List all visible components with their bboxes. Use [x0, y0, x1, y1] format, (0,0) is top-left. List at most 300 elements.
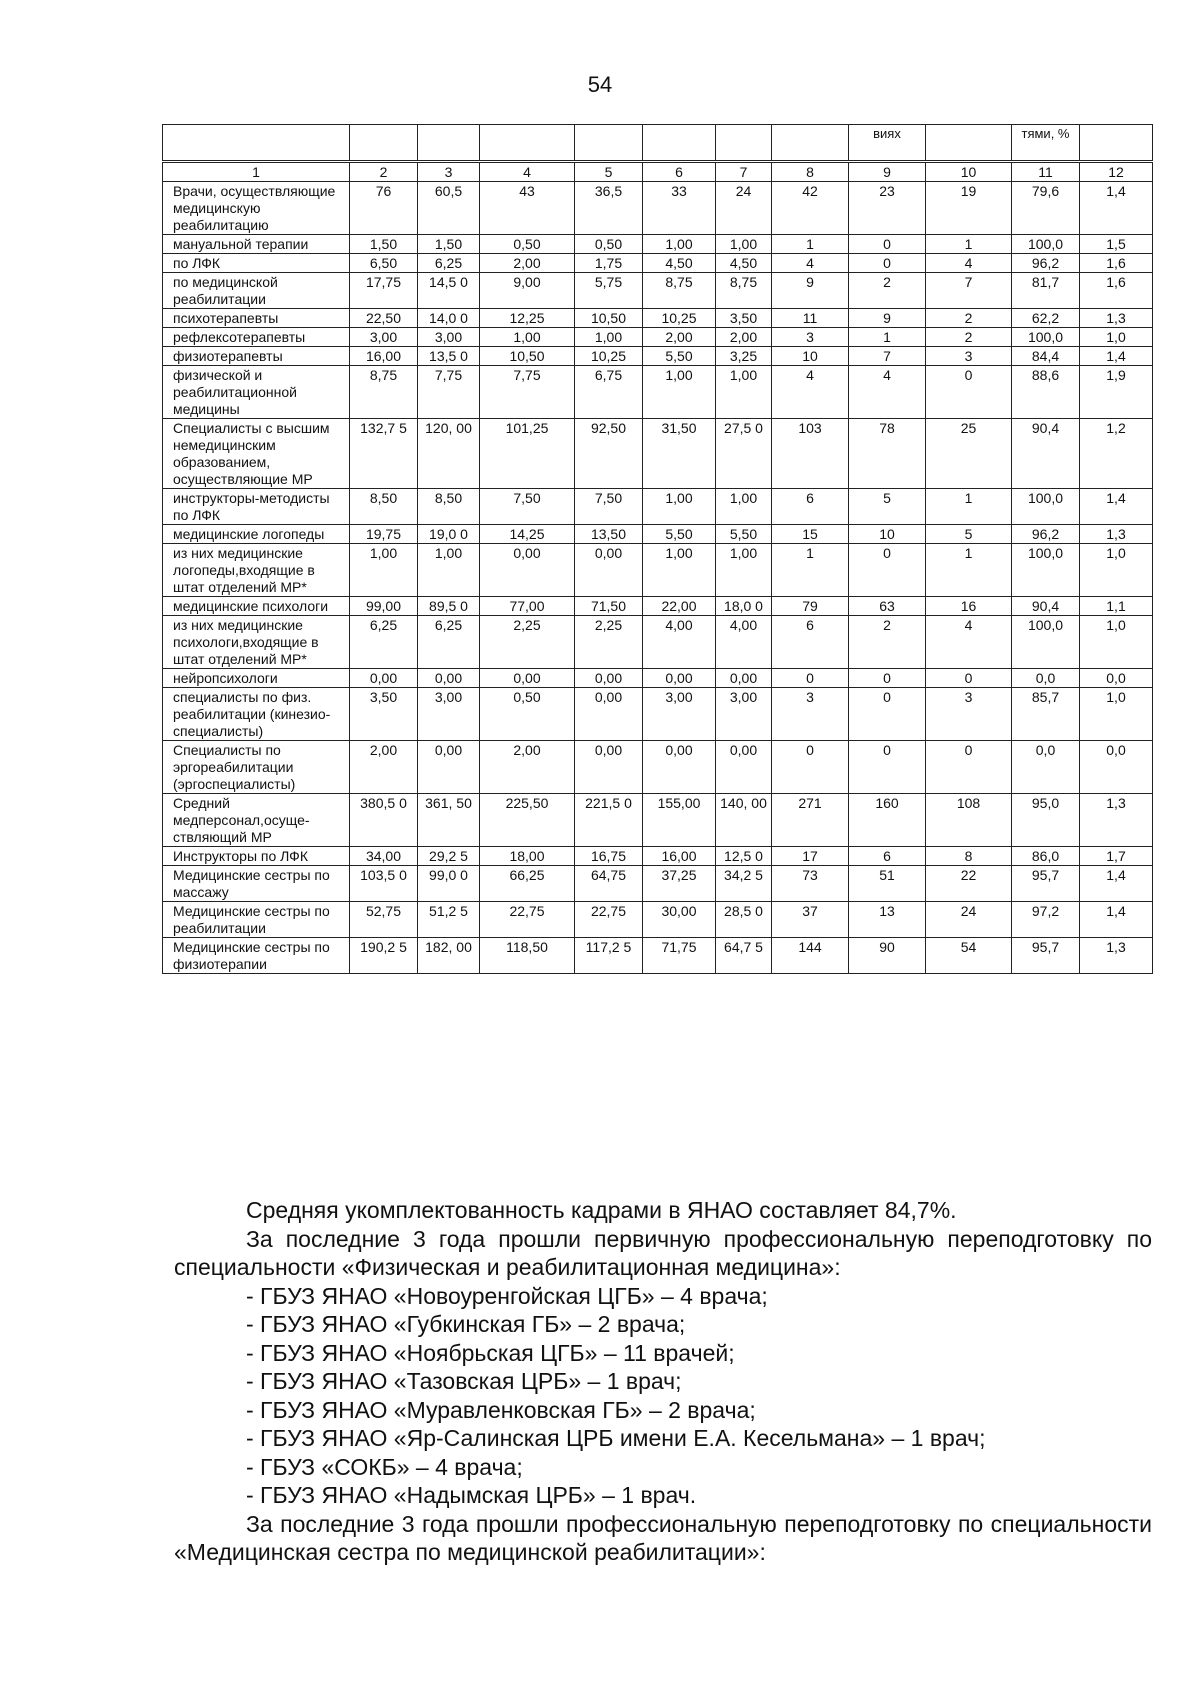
value-cell: 22 [926, 866, 1012, 902]
value-cell: 22,75 [575, 902, 643, 938]
value-cell: 1,4 [1080, 489, 1153, 525]
value-cell: 0,50 [480, 688, 575, 741]
paragraph-retraining-doctors: За последние 3 года прошли первичную профессиональную переподготовку по специальности «Физическая и реабилитационная медицина»: [174, 1225, 1152, 1280]
value-cell: 0,00 [643, 669, 716, 688]
value-cell: 92,50 [575, 419, 643, 489]
value-cell: 10,50 [575, 309, 643, 328]
row-label-cell: Врачи, осуществляющие медицинскую реабилитацию [163, 182, 350, 235]
header-cell-col-9: виях [849, 125, 926, 162]
value-cell: 3,00 [643, 688, 716, 741]
value-cell: 31,50 [643, 419, 716, 489]
value-cell: 99,00 [350, 597, 418, 616]
list-item: - ГБУЗ ЯНАО «Надымская ЦРБ» – 1 врач. [246, 1482, 697, 1508]
value-cell: 108 [926, 794, 1012, 847]
value-cell: 79 [772, 597, 849, 616]
header-cell-col-1 [163, 125, 350, 162]
row-label-cell: инструкторы-методисты по ЛФК [163, 489, 350, 525]
value-cell: 6 [772, 489, 849, 525]
table-column-numbers-row [163, 162, 1153, 182]
value-cell: 1,3 [1080, 938, 1153, 974]
value-cell: 1 [926, 544, 1012, 597]
value-cell: 16 [926, 597, 1012, 616]
value-cell: 8,75 [643, 273, 716, 309]
value-cell: 64,7 5 [716, 938, 772, 974]
value-cell: 0,00 [575, 741, 643, 794]
value-cell: 2,00 [480, 741, 575, 794]
value-cell: 221,5 0 [575, 794, 643, 847]
list-item: - ГБУЗ ЯНАО «Ноябрьская ЦГБ» – 11 врачей; [246, 1339, 735, 1366]
value-cell: 79,6 [1012, 182, 1080, 235]
value-cell: 1,0 [1080, 328, 1153, 347]
value-cell: 2,25 [480, 616, 575, 669]
value-cell: 0 [849, 544, 926, 597]
row-label-cell: Специалисты с высшим немедицинским образованием, осуществляющие МР [163, 419, 350, 489]
value-cell: 0,00 [480, 669, 575, 688]
list-item: - ГБУЗ ЯНАО «Тазовская ЦРБ» – 1 врач; [246, 1368, 682, 1394]
value-cell: 0,50 [575, 235, 643, 254]
value-cell: 16,00 [643, 847, 716, 866]
value-cell: 140, 00 [716, 794, 772, 847]
value-cell: 27,5 0 [716, 419, 772, 489]
staffing-table [162, 124, 1153, 974]
value-cell: 9 [772, 273, 849, 309]
value-cell: 12,5 0 [716, 847, 772, 866]
value-cell: 1,50 [350, 235, 418, 254]
value-cell: 5,75 [575, 273, 643, 309]
value-cell: 28,5 0 [716, 902, 772, 938]
header-cell-col-6 [643, 125, 716, 162]
row-label-cell: Медицинские сестры по физиотерапии [163, 938, 350, 974]
list-item: - ГБУЗ ЯНАО «Яр-Салинская ЦРБ имени Е.А. Кесельмана» – 1 врач; [246, 1425, 986, 1451]
value-cell: 103,5 0 [350, 866, 418, 902]
value-cell: 1,6 [1080, 254, 1153, 273]
value-cell: 8,50 [350, 489, 418, 525]
retraining-list [174, 1282, 1152, 1510]
table-row [163, 328, 1153, 347]
value-cell: 3,00 [418, 328, 480, 347]
table-row [163, 235, 1153, 254]
column-number-5: 5 [575, 162, 643, 182]
header-cell-col-2 [350, 125, 418, 162]
value-cell: 0,0 [1012, 669, 1080, 688]
value-cell: 1,4 [1080, 902, 1153, 938]
value-cell: 1,0 [1080, 544, 1153, 597]
value-cell: 1 [772, 544, 849, 597]
value-cell: 4 [772, 254, 849, 273]
value-cell: 7,50 [480, 489, 575, 525]
value-cell: 10,25 [575, 347, 643, 366]
value-cell: 13,5 0 [418, 347, 480, 366]
value-cell: 1,3 [1080, 525, 1153, 544]
value-cell: 160 [849, 794, 926, 847]
value-cell: 3,00 [418, 688, 480, 741]
value-cell: 1,00 [643, 544, 716, 597]
value-cell: 182, 00 [418, 938, 480, 974]
value-cell: 120, 00 [418, 419, 480, 489]
table-row [163, 309, 1153, 328]
value-cell: 63 [849, 597, 926, 616]
value-cell: 0,0 [1080, 669, 1153, 688]
value-cell: 19,75 [350, 525, 418, 544]
value-cell: 6,50 [350, 254, 418, 273]
value-cell: 0,00 [575, 544, 643, 597]
value-cell: 144 [772, 938, 849, 974]
value-cell: 100,0 [1012, 328, 1080, 347]
value-cell: 22,75 [480, 902, 575, 938]
value-cell: 155,00 [643, 794, 716, 847]
table-row [163, 254, 1153, 273]
value-cell: 2 [849, 273, 926, 309]
header-cell-col-8 [772, 125, 849, 162]
value-cell: 14,25 [480, 525, 575, 544]
value-cell: 54 [926, 938, 1012, 974]
value-cell: 3 [772, 688, 849, 741]
value-cell: 4,50 [716, 254, 772, 273]
value-cell: 1,4 [1080, 182, 1153, 235]
value-cell: 1 [926, 235, 1012, 254]
staffing-table-container [162, 124, 1152, 974]
value-cell: 0,00 [716, 741, 772, 794]
table-row [163, 688, 1153, 741]
value-cell: 3 [772, 328, 849, 347]
value-cell: 0,50 [480, 235, 575, 254]
value-cell: 51,2 5 [418, 902, 480, 938]
row-label-cell: из них медицинские логопеды,входящие в штат отделений МР* [163, 544, 350, 597]
value-cell: 52,75 [350, 902, 418, 938]
table-row [163, 489, 1153, 525]
header-cell-col-7 [716, 125, 772, 162]
value-cell: 34,00 [350, 847, 418, 866]
header-cell-col-5 [575, 125, 643, 162]
value-cell: 23 [849, 182, 926, 235]
row-label-cell: медицинские психологи [163, 597, 350, 616]
value-cell: 380,5 0 [350, 794, 418, 847]
value-cell: 2,00 [716, 328, 772, 347]
row-label-cell: мануальной терапии [163, 235, 350, 254]
value-cell: 16,00 [350, 347, 418, 366]
list-item: - ГБУЗ ЯНАО «Новоуренгойская ЦГБ» – 4 врача; [246, 1282, 768, 1309]
paragraph-average-staffing: Средняя укомплектованность кадрами в ЯНАО составляет 84,7%. [246, 1197, 957, 1223]
value-cell: 6 [772, 616, 849, 669]
value-cell: 33 [643, 182, 716, 235]
value-cell: 37,25 [643, 866, 716, 902]
value-cell: 90 [849, 938, 926, 974]
value-cell: 103 [772, 419, 849, 489]
value-cell: 24 [716, 182, 772, 235]
table-row [163, 902, 1153, 938]
header-cell-col-3 [418, 125, 480, 162]
value-cell: 0,00 [716, 669, 772, 688]
value-cell: 4,50 [643, 254, 716, 273]
value-cell: 78 [849, 419, 926, 489]
row-label-cell: Специалисты по эргореабилитации (эргоспециалисты) [163, 741, 350, 794]
value-cell: 2 [849, 616, 926, 669]
value-cell: 16,75 [575, 847, 643, 866]
column-number-1: 1 [163, 162, 350, 182]
column-number-7: 7 [716, 162, 772, 182]
value-cell: 3 [926, 347, 1012, 366]
table-row [163, 847, 1153, 866]
value-cell: 100,0 [1012, 489, 1080, 525]
value-cell: 4 [849, 366, 926, 419]
value-cell: 225,50 [480, 794, 575, 847]
value-cell: 0,00 [643, 741, 716, 794]
list-item: - ГБУЗ ЯНАО «Губкинская ГБ» – 2 врача; [246, 1311, 686, 1337]
value-cell: 95,0 [1012, 794, 1080, 847]
list-item: - ГБУЗ «СОКБ» – 4 врача; [246, 1453, 523, 1480]
value-cell: 62,2 [1012, 309, 1080, 328]
value-cell: 4 [926, 254, 1012, 273]
table-row [163, 366, 1153, 419]
table-row [163, 273, 1153, 309]
row-label-cell: из них медицинские психологи,входящие в штат отделений МР* [163, 616, 350, 669]
value-cell: 81,7 [1012, 273, 1080, 309]
value-cell: 1,1 [1080, 597, 1153, 616]
value-cell: 17,75 [350, 273, 418, 309]
column-number-9: 9 [849, 162, 926, 182]
value-cell: 1,9 [1080, 366, 1153, 419]
value-cell: 190,2 5 [350, 938, 418, 974]
row-label-cell: медицинские логопеды [163, 525, 350, 544]
value-cell: 0,0 [1080, 741, 1153, 794]
row-label-cell: Медицинские сестры по реабилитации [163, 902, 350, 938]
row-label-cell: физической и реабилитационной медицины [163, 366, 350, 419]
table-row [163, 525, 1153, 544]
value-cell: 8,75 [350, 366, 418, 419]
value-cell: 96,2 [1012, 525, 1080, 544]
value-cell: 1,50 [418, 235, 480, 254]
value-cell: 97,2 [1012, 902, 1080, 938]
value-cell: 6,25 [350, 616, 418, 669]
value-cell: 1,00 [643, 489, 716, 525]
value-cell: 361, 50 [418, 794, 480, 847]
value-cell: 76 [350, 182, 418, 235]
table-row [163, 182, 1153, 235]
value-cell: 7,75 [418, 366, 480, 419]
value-cell: 64,75 [575, 866, 643, 902]
value-cell: 89,5 0 [418, 597, 480, 616]
value-cell: 1,4 [1080, 866, 1153, 902]
value-cell: 86,0 [1012, 847, 1080, 866]
value-cell: 101,25 [480, 419, 575, 489]
value-cell: 2,00 [480, 254, 575, 273]
value-cell: 5 [849, 489, 926, 525]
column-number-2: 2 [350, 162, 418, 182]
value-cell: 3,50 [350, 688, 418, 741]
value-cell: 1,5 [1080, 235, 1153, 254]
column-number-3: 3 [418, 162, 480, 182]
value-cell: 85,7 [1012, 688, 1080, 741]
value-cell: 271 [772, 794, 849, 847]
value-cell: 1,00 [716, 544, 772, 597]
row-label-cell: Инструкторы по ЛФК [163, 847, 350, 866]
value-cell: 71,50 [575, 597, 643, 616]
value-cell: 13 [849, 902, 926, 938]
value-cell: 36,5 [575, 182, 643, 235]
list-item: - ГБУЗ ЯНАО «Муравленковская ГБ» – 2 врача; [246, 1396, 756, 1423]
row-label-cell: физиотерапевты [163, 347, 350, 366]
value-cell: 0 [849, 741, 926, 794]
value-cell: 4 [772, 366, 849, 419]
value-cell: 0,00 [418, 669, 480, 688]
value-cell: 90,4 [1012, 597, 1080, 616]
value-cell: 25 [926, 419, 1012, 489]
row-label-cell: Средний медперсонал,осуще-ствляющий МР [163, 794, 350, 847]
row-label-cell: психотерапевты [163, 309, 350, 328]
value-cell: 4,00 [643, 616, 716, 669]
value-cell: 3,00 [716, 688, 772, 741]
value-cell: 19 [926, 182, 1012, 235]
value-cell: 8,75 [716, 273, 772, 309]
value-cell: 1,0 [1080, 616, 1153, 669]
value-cell: 1,3 [1080, 309, 1153, 328]
value-cell: 1,6 [1080, 273, 1153, 309]
table-row [163, 597, 1153, 616]
value-cell: 7 [926, 273, 1012, 309]
value-cell: 1,2 [1080, 419, 1153, 489]
value-cell: 2,00 [643, 328, 716, 347]
value-cell: 1,00 [716, 235, 772, 254]
value-cell: 96,2 [1012, 254, 1080, 273]
value-cell: 0,00 [575, 669, 643, 688]
value-cell: 117,2 5 [575, 938, 643, 974]
row-label-cell: по медицинской реабилитации [163, 273, 350, 309]
value-cell: 0,00 [350, 669, 418, 688]
value-cell: 14,0 0 [418, 309, 480, 328]
value-cell: 1,00 [716, 489, 772, 525]
value-cell: 10 [772, 347, 849, 366]
value-cell: 24 [926, 902, 1012, 938]
value-cell: 0 [849, 669, 926, 688]
body-text [174, 1196, 1152, 1567]
value-cell: 3,25 [716, 347, 772, 366]
column-number-12: 12 [1080, 162, 1153, 182]
value-cell: 2,25 [575, 616, 643, 669]
value-cell: 66,25 [480, 866, 575, 902]
value-cell: 4,00 [716, 616, 772, 669]
header-cell-col-11: тями, % [1012, 125, 1080, 162]
value-cell: 51 [849, 866, 926, 902]
row-label-cell: рефлексотерапевты [163, 328, 350, 347]
header-cell-col-12 [1080, 125, 1153, 162]
value-cell: 10 [849, 525, 926, 544]
value-cell: 15 [772, 525, 849, 544]
value-cell: 118,50 [480, 938, 575, 974]
value-cell: 14,5 0 [418, 273, 480, 309]
value-cell: 99,0 0 [418, 866, 480, 902]
value-cell: 0 [849, 235, 926, 254]
value-cell: 1,00 [716, 366, 772, 419]
table-row [163, 544, 1153, 597]
table-body [163, 182, 1153, 974]
value-cell: 3,50 [716, 309, 772, 328]
value-cell: 6 [849, 847, 926, 866]
value-cell: 8 [926, 847, 1012, 866]
paragraph-retraining-nurses: За последние 3 года прошли профессиональную переподготовку по специальности «Медицинская сестра по медицинской реабилитации»: [174, 1510, 1152, 1565]
row-label-cell: по ЛФК [163, 254, 350, 273]
table-row [163, 616, 1153, 669]
page-number: 54 [587, 72, 613, 97]
value-cell: 0 [772, 669, 849, 688]
value-cell: 13,50 [575, 525, 643, 544]
table-row [163, 741, 1153, 794]
value-cell: 84,4 [1012, 347, 1080, 366]
value-cell: 0 [849, 688, 926, 741]
value-cell: 90,4 [1012, 419, 1080, 489]
value-cell: 29,2 5 [418, 847, 480, 866]
value-cell: 77,00 [480, 597, 575, 616]
value-cell: 1,75 [575, 254, 643, 273]
value-cell: 2 [926, 328, 1012, 347]
value-cell: 9 [849, 309, 926, 328]
value-cell: 3,00 [350, 328, 418, 347]
value-cell: 18,0 0 [716, 597, 772, 616]
value-cell: 73 [772, 866, 849, 902]
table-row [163, 669, 1153, 688]
value-cell: 1,00 [350, 544, 418, 597]
value-cell: 1,00 [480, 328, 575, 347]
value-cell: 1,00 [643, 366, 716, 419]
value-cell: 95,7 [1012, 938, 1080, 974]
value-cell: 12,25 [480, 309, 575, 328]
value-cell: 5,50 [643, 347, 716, 366]
value-cell: 1,00 [643, 235, 716, 254]
value-cell: 18,00 [480, 847, 575, 866]
value-cell: 100,0 [1012, 235, 1080, 254]
value-cell: 6,25 [418, 616, 480, 669]
value-cell: 10,50 [480, 347, 575, 366]
value-cell: 100,0 [1012, 616, 1080, 669]
value-cell: 0 [849, 254, 926, 273]
table-row [163, 419, 1153, 489]
value-cell: 0,00 [480, 544, 575, 597]
column-number-4: 4 [480, 162, 575, 182]
header-cell-col-4 [480, 125, 575, 162]
value-cell: 8,50 [418, 489, 480, 525]
value-cell: 1,7 [1080, 847, 1153, 866]
value-cell: 4 [926, 616, 1012, 669]
value-cell: 1,00 [418, 544, 480, 597]
value-cell: 95,7 [1012, 866, 1080, 902]
row-label-cell: специалисты по физ. реабилитации (кинезио-специалисты) [163, 688, 350, 741]
table-row [163, 866, 1153, 902]
value-cell: 10,25 [643, 309, 716, 328]
value-cell: 100,0 [1012, 544, 1080, 597]
value-cell: 1,00 [575, 328, 643, 347]
value-cell: 60,5 [418, 182, 480, 235]
value-cell: 1,4 [1080, 347, 1153, 366]
value-cell: 7,75 [480, 366, 575, 419]
value-cell: 88,6 [1012, 366, 1080, 419]
value-cell: 5 [926, 525, 1012, 544]
value-cell: 0,0 [1012, 741, 1080, 794]
value-cell: 2 [926, 309, 1012, 328]
value-cell: 0,00 [575, 688, 643, 741]
value-cell: 1,3 [1080, 794, 1153, 847]
value-cell: 19,0 0 [418, 525, 480, 544]
value-cell: 6,25 [418, 254, 480, 273]
value-cell: 43 [480, 182, 575, 235]
value-cell: 6,75 [575, 366, 643, 419]
table-head [163, 125, 1153, 182]
value-cell: 0 [926, 366, 1012, 419]
column-number-6: 6 [643, 162, 716, 182]
value-cell: 0 [926, 741, 1012, 794]
value-cell: 0 [926, 669, 1012, 688]
value-cell: 9,00 [480, 273, 575, 309]
row-label-cell: Медицинские сестры по массажу [163, 866, 350, 902]
column-number-10: 10 [926, 162, 1012, 182]
